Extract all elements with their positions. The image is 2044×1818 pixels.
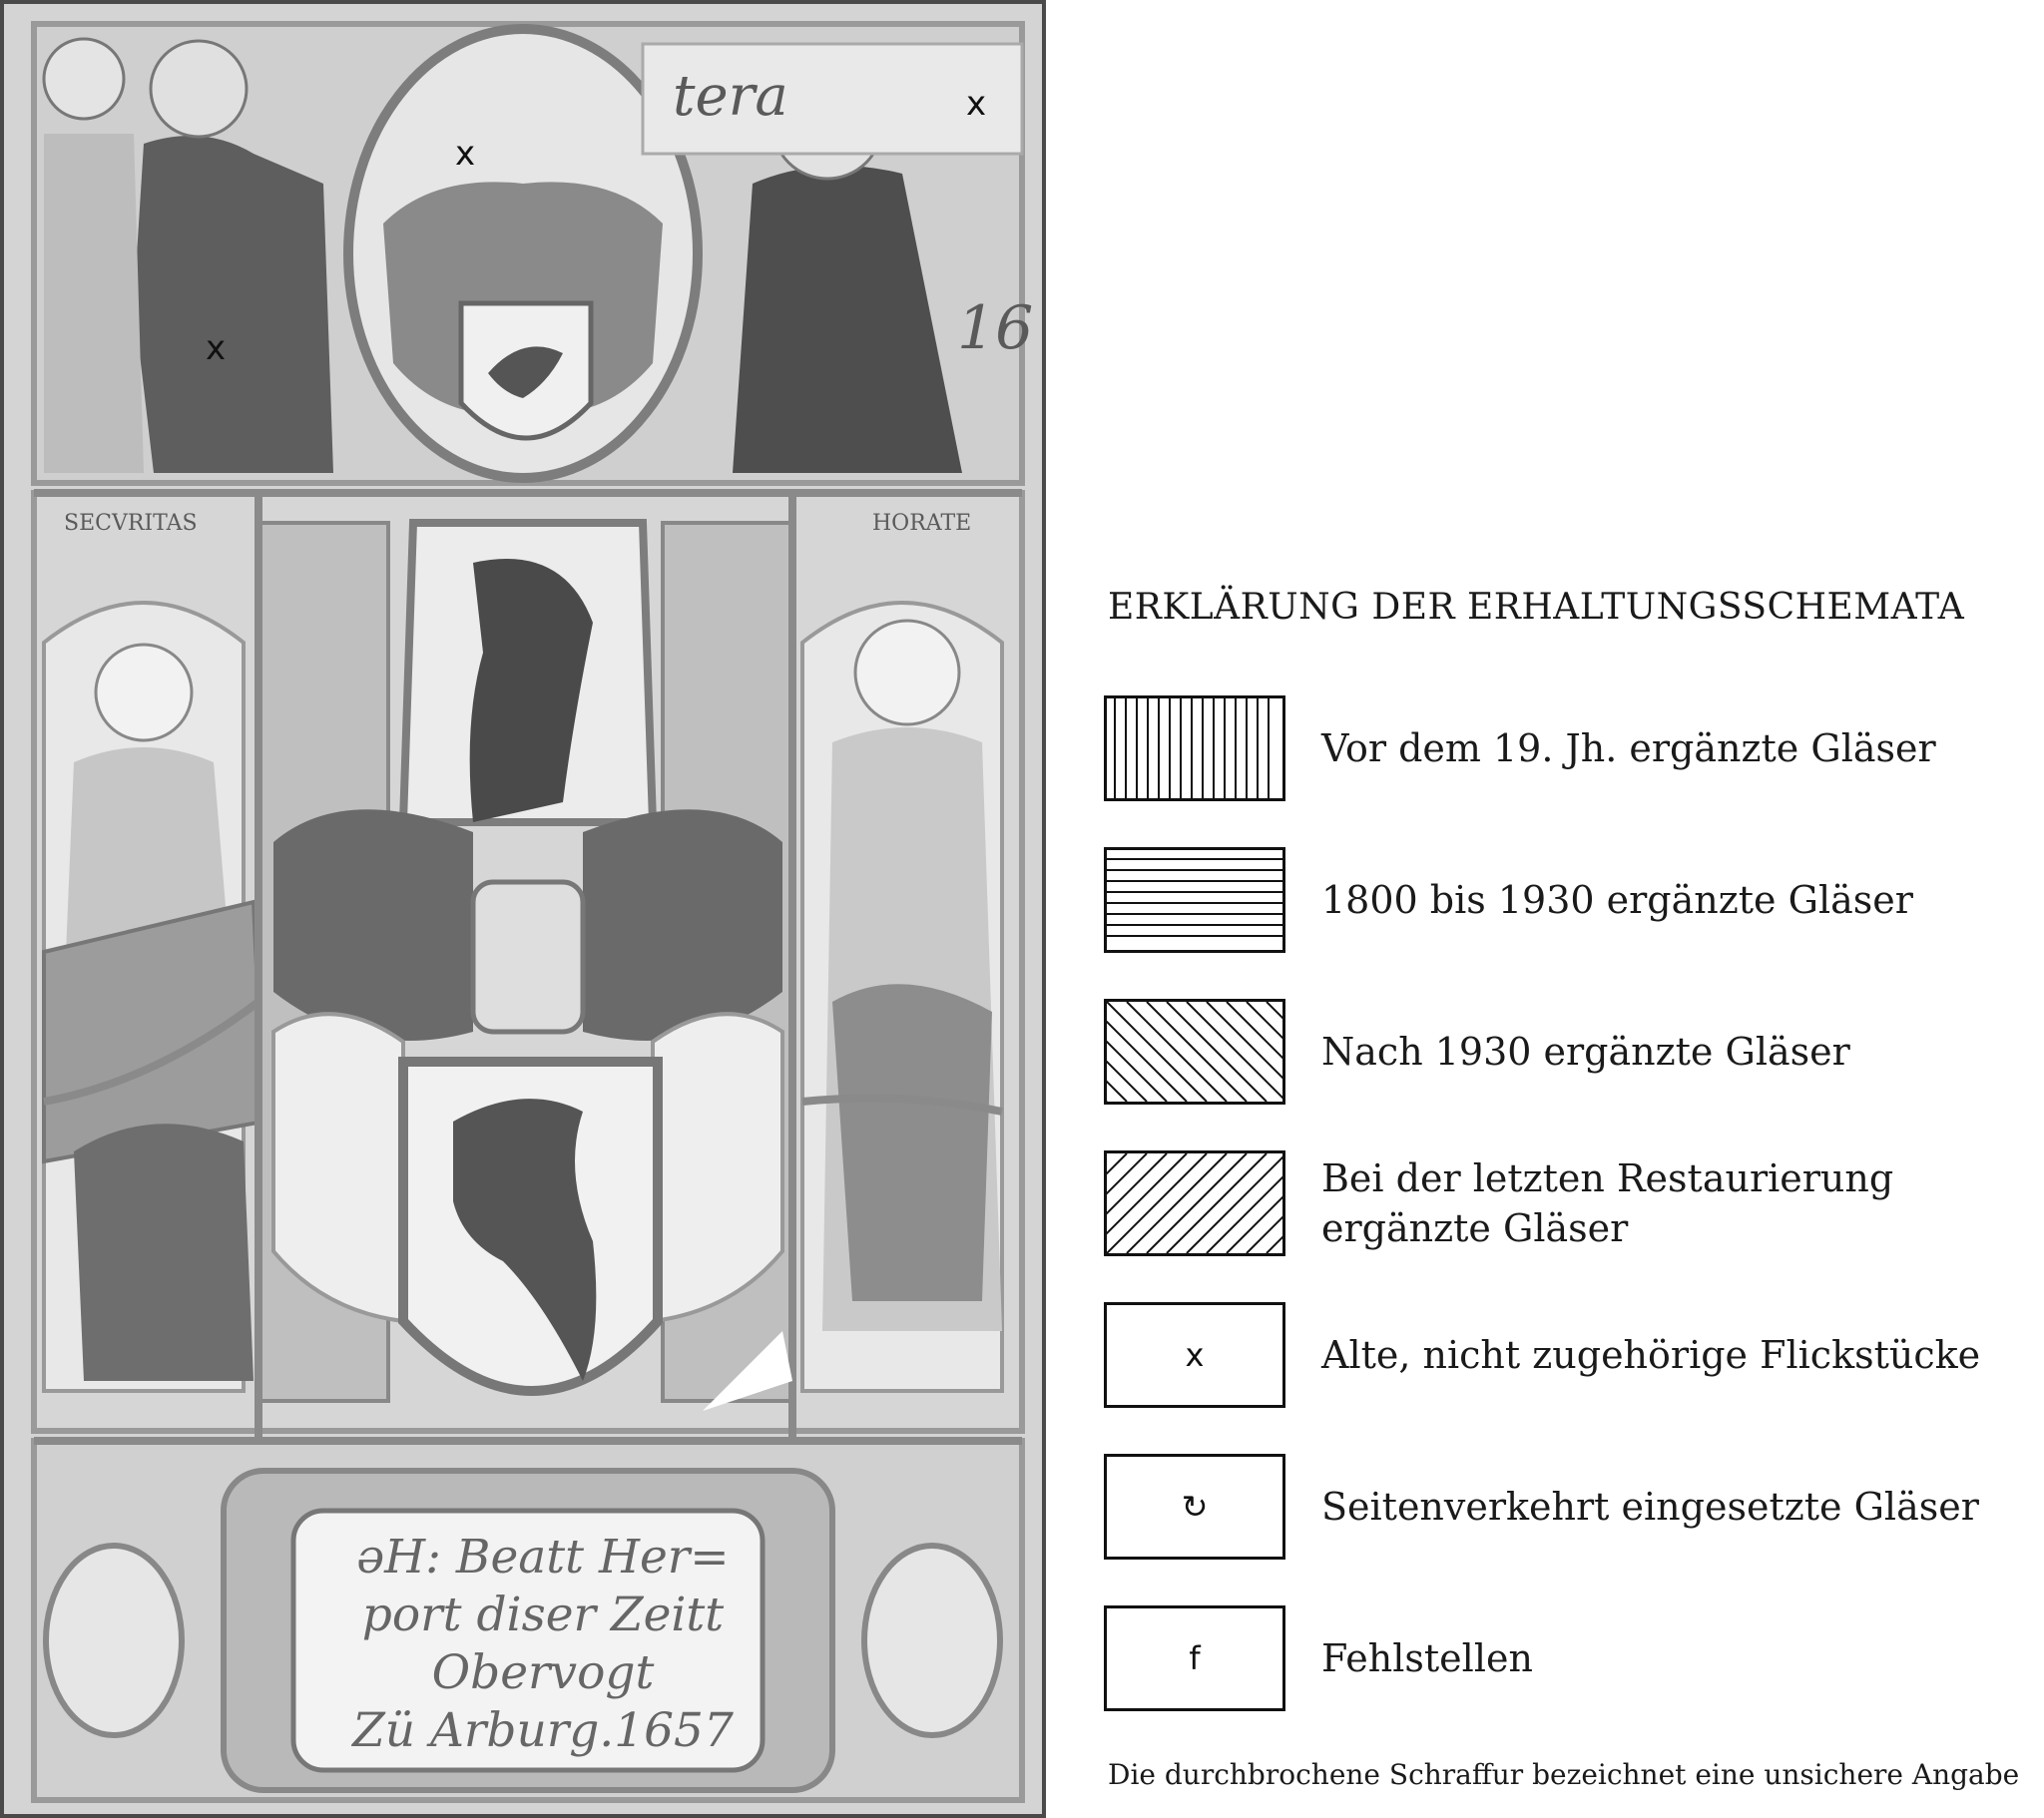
right-drapery bbox=[832, 984, 992, 1301]
patch-mark-man: x bbox=[206, 328, 227, 368]
legend-title: ERKLÄRUNG DER ERHALTUNGSSCHEMATA bbox=[1108, 587, 1965, 628]
diagonal-down-pattern bbox=[1107, 1002, 1282, 1102]
swatch-patch bbox=[1104, 1302, 1285, 1408]
legend-label: Seitenverkehrt eingesetzte Gläser bbox=[1321, 1485, 1979, 1529]
legend-item-missing bbox=[1104, 1605, 2022, 1715]
man-figure bbox=[134, 136, 333, 473]
man-head bbox=[151, 41, 247, 137]
vertical-hatch-pattern bbox=[1107, 698, 1282, 798]
legend-label: Fehlstellen bbox=[1321, 1636, 1533, 1680]
swatch-diagonal-hatch-up bbox=[1104, 1150, 1285, 1256]
patch-mark-top-crest: x bbox=[455, 134, 476, 174]
legend-label: Vor dem 19. Jh. ergänzte Gläser bbox=[1321, 726, 1936, 770]
swatch-vertical-hatch bbox=[1104, 695, 1285, 801]
left-animal bbox=[74, 1124, 254, 1381]
legend-item-horizontal-hatch bbox=[1104, 847, 2022, 957]
legend-item-patch bbox=[1104, 1302, 2022, 1412]
legend-label: 1800 bis 1930 ergänzte Gläser bbox=[1321, 878, 1913, 922]
swatch-reversed bbox=[1104, 1454, 1285, 1560]
legend-item-vertical-hatch bbox=[1104, 695, 2022, 805]
legend-item-diagonal-hatch-up bbox=[1104, 1150, 2022, 1260]
legend-footnote: Die durchbrochene Schraffur bezeichnet eine unsichere Angabe bbox=[1108, 1758, 2020, 1791]
legend-label: Alte, nicht zugehörige Flickstücke bbox=[1321, 1333, 1981, 1377]
rotate-arrow-icon: ↻ bbox=[1181, 1488, 1209, 1526]
x-mark-icon: x bbox=[1185, 1336, 1205, 1374]
legend-label: Nach 1930 ergänzte Gläser bbox=[1321, 1030, 1850, 1074]
horizontal-hatch-pattern bbox=[1107, 850, 1282, 950]
left-panel-caption: SECVRITAS bbox=[64, 511, 198, 536]
swatch-diagonal-hatch-down bbox=[1104, 999, 1285, 1105]
f-mark-icon: f bbox=[1189, 1639, 1201, 1677]
mantling-right bbox=[583, 809, 782, 1041]
woman-left-head bbox=[44, 39, 124, 119]
swatch-missing bbox=[1104, 1605, 1285, 1711]
legend-label: Bei der letzten Restaurierung ergänzte Gläser bbox=[1321, 1156, 1894, 1250]
inscription-text: ǝH: Beatt Her= port diser Zeitt Obervogt Zü Arburg.1657 bbox=[352, 1530, 734, 1758]
helm bbox=[473, 882, 583, 1032]
legend-item-diagonal-hatch-down bbox=[1104, 999, 2022, 1109]
top-banner-left-text: tera bbox=[673, 64, 788, 129]
right-allegory-head bbox=[855, 621, 959, 724]
diagonal-up-pattern bbox=[1107, 1153, 1282, 1253]
mantling-left bbox=[273, 809, 473, 1041]
woman-left-figure bbox=[44, 134, 144, 473]
patch-mark-top-right: x bbox=[966, 84, 987, 124]
right-panel-caption: HORATE bbox=[872, 511, 972, 536]
left-allegory-head bbox=[96, 645, 192, 740]
legend-item-reversed bbox=[1104, 1454, 2022, 1564]
left-medallion bbox=[46, 1546, 182, 1735]
right-medallion bbox=[864, 1546, 1000, 1735]
top-banner-right-text: 16 bbox=[957, 293, 1034, 363]
swatch-horizontal-hatch bbox=[1104, 847, 1285, 953]
